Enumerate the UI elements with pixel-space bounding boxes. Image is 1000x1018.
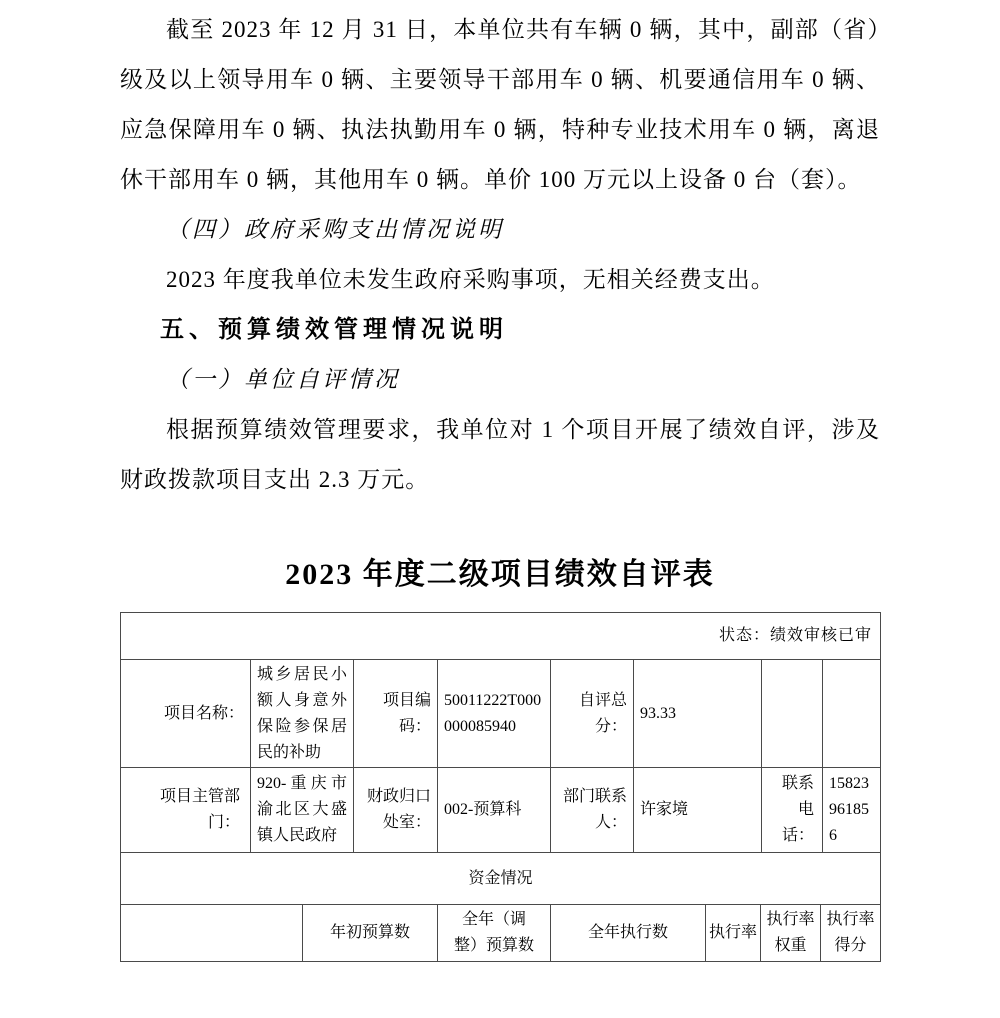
self-eval-table xyxy=(120,612,881,962)
phone-value: 15823961856 xyxy=(822,768,880,852)
paragraph-self-eval: 根据预算绩效管理要求，我单位对 1 个项目开展了绩效自评，涉及财政拨款项目支出 2.3 万元。 xyxy=(120,417,880,492)
header-adjusted-budget: 全年（调整）预算数 xyxy=(437,905,550,961)
department-value: 920-重庆市渝北区大盛镇人民政府 xyxy=(250,768,353,852)
table-row-budget-headers xyxy=(121,904,880,961)
self-score-value: 93.33 xyxy=(633,660,761,767)
finance-office-value: 002-预算科 xyxy=(437,768,550,852)
empty-cell xyxy=(761,660,822,767)
header-initial-budget: 年初预算数 xyxy=(302,905,437,961)
section-heading-performance: 五、预算绩效管理情况说明 xyxy=(160,316,508,343)
subheading-self-eval: （一）单位自评情况 xyxy=(166,367,400,392)
status-text: 状态：绩效审核已审 xyxy=(718,627,872,644)
project-name-label: 项目名称： xyxy=(163,704,244,722)
table-row-status xyxy=(121,613,880,659)
paragraph-procurement: 2023 年度我单位未发生政府采购事项，无相关经费支出。 xyxy=(166,267,775,292)
header-execution-rate-score: 执行率得分 xyxy=(820,905,880,961)
department-label: 项目主管部门： xyxy=(159,788,240,831)
table-row-project xyxy=(121,659,880,767)
subheading-gov-procurement: （四）政府采购支出情况说明 xyxy=(166,217,504,242)
project-code-value: 50011222T000000085940 xyxy=(437,660,550,767)
table-row-department xyxy=(121,767,880,852)
phone-label: 联系电话： xyxy=(761,768,822,852)
contact-person-label: 部门联系人： xyxy=(550,768,633,852)
header-execution-rate-weight: 执行率权重 xyxy=(760,905,820,961)
header-annual-execution: 全年执行数 xyxy=(550,905,705,961)
header-execution-rate: 执行率 xyxy=(705,905,760,961)
table-row-funds-section xyxy=(121,852,880,904)
project-code-label: 项目编码： xyxy=(353,660,437,767)
contact-person-value: 许家境 xyxy=(633,768,761,852)
empty-cell xyxy=(822,660,880,767)
paragraph-vehicles: 截至 2023 年 12 月 31 日，本单位共有车辆 0 辆，其中，副部（省）级及以上领导用车 0 辆、主要领导干部用车 0 辆、机要通信用车 0 辆、应急保障用车 0 辆、执法执勤用车 0 辆，特种专业技术用车 0 辆，离退休干部用车 0 辆，其他用车 0 辆。单价 100 万元以上设备 0 台（套）。 xyxy=(120,17,880,192)
table-title: 2023 年度二级项目绩效自评表 xyxy=(285,558,715,591)
finance-office-label: 财政归口处室： xyxy=(353,768,437,852)
empty-header-cell xyxy=(121,905,302,961)
funds-section-title: 资金情况 xyxy=(468,869,533,887)
project-name-value: 城乡居民小额人身意外保险参保居民的补助 xyxy=(250,660,353,767)
self-score-label: 自评总分： xyxy=(550,660,633,767)
